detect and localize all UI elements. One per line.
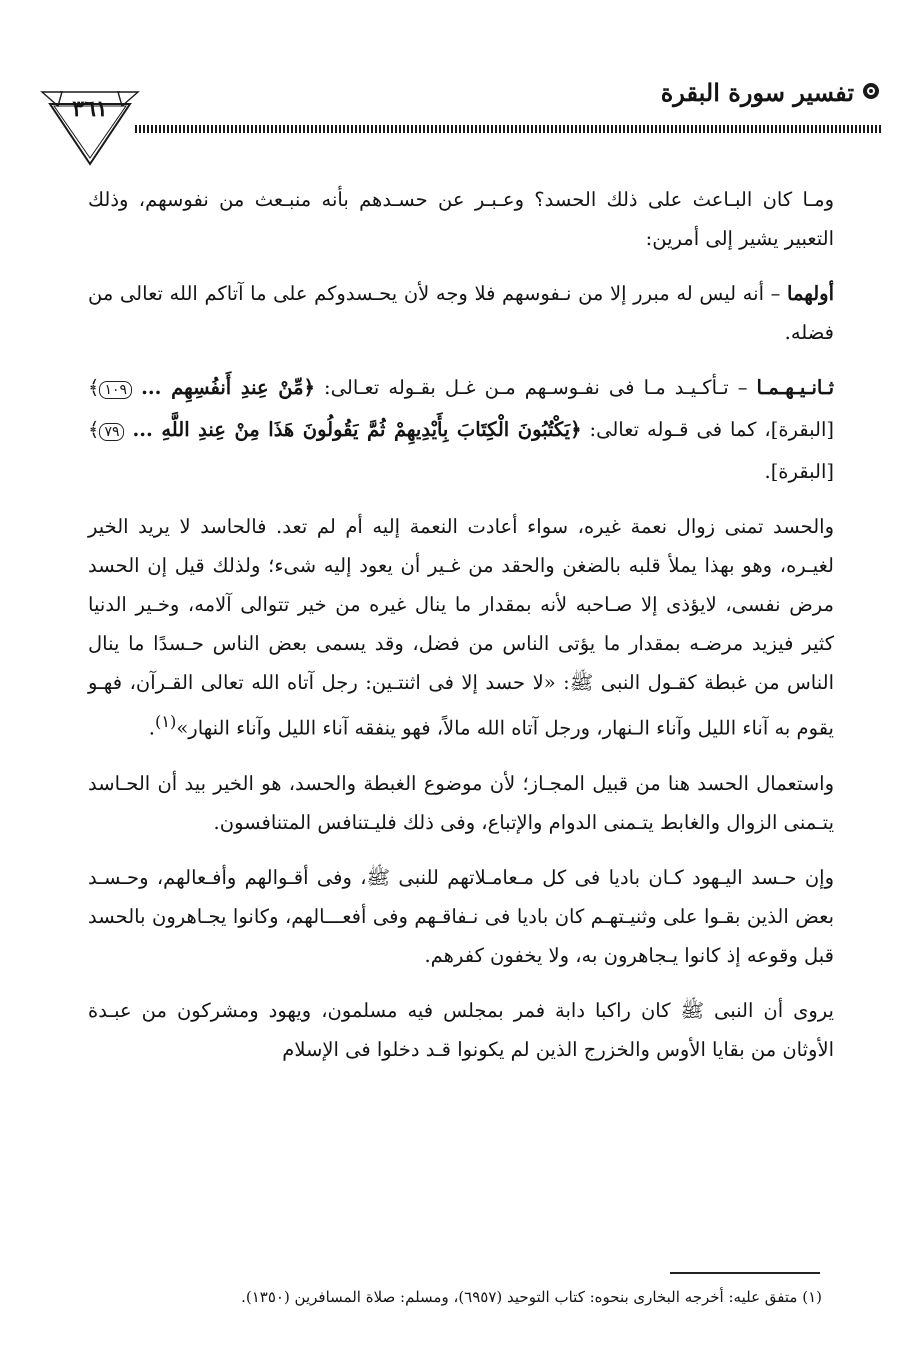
paragraph-3-text-b: ﴾ [البقرة]، كما فى قـوله تعالى: [88,376,835,441]
quran-quote-1: ﴿مِّنْ عِندِ أَنفُسِهِم ... [141,376,315,399]
page-header [40,62,882,172]
paragraph-6: وإن حـسد اليـهود كـان باديا فى كل مـعامـلاتهم للنبى ﷺ، وفى أقـوالهم وأفـعالهم، وحـسـد بعض الذين بقـوا على وثنيـتهـم كان باديا فى نـفاقـهم وفى أفعـــالهم، وكانوا يجـاهرون بالحسد قبل وقوعه إذ كانوا يـجاهرون به، ولا يخفون كفرهم. [88,865,834,967]
footnote-rule [670,1272,820,1274]
footnote-reference: (١) [154,712,177,731]
footnote: (١) متفق عليه: أخرجه البخارى بنحوه: كتاب التوحيد (٦٩٥٧)، ومسلم: صلاة المسافرين (١٣٥٠). [241,1288,822,1306]
paragraph-4-end: . [148,716,155,740]
page-number: ٣٦١ [72,96,108,122]
paragraph-4-text: والحسد تمنى زوال نعمة غيره، سواء أعادت النعمة إليه أم لم تعد. فالحاسد لا يريد الخير لغيـره، وهو بهذا يملأ قلبه بالضغن والحقد من غـير أن يعود إليه شىء؛ ولذلك قيل إن الحسد مرض نفسى، لايؤذى إلا صـاحبه لأنه بمقدار ما ينال غيره من خير تتوالى آلامه، وخـير الدنيا كثير فيزيد مرضـه بمقدار ما يؤتى الناس من فضل، وقد يسمى بعض الناس حـسدًا ما ينال الناس من غبطة كقـول النبى ﷺ: «لا حسد إلا فى اثنتـين: رجل آتاه الله تعالى القـرآن، فهـو يقوم به آناء الليل وآناء الـنهار، ورجل آتاه الله مالاً، فهو ينفقه آناء الليل وآناء النهار» [88,515,834,740]
paragraph-5: واستعمال الحسد هنا من قبيل المجـاز؛ لأن موضوع الغبطة والحسد، هو الخير بيد أن الحـاسد يتـمنى الزوال والغابط يتـمنى الدوام والإتباع، وفى ذلك فليـتنافس المتنافسون. [88,771,834,834]
paragraph-2-text: – أنه ليس له مبرر إلا من نـفوسهم فلا وجه لأن يحـسدوكم على ما آتاكم الله تعالى من فضله. [88,282,834,344]
running-title: تفسير سورة البقرة [660,78,854,107]
header-rule [135,125,882,133]
paragraph-2 [88,274,834,352]
verse-number-2: ٧٩ [99,423,124,441]
flower-ornament-icon [860,80,882,102]
paragraph-4 [88,507,834,748]
paragraph-7: يروى أن النبى ﷺ كان راكبا دابة فمر بمجلس فيه مسلمون، ويهود ومشركون من عبـدة الأوثان من بقايا الأوس والخزرج الذين لم يكونوا قـد دخلوا فى الإسلام [88,998,834,1061]
paragraph-3-text-a: – تـأكـيـد مـا فى نفـوسـهم مـن غـل بقـوله تعـالى: [314,376,757,399]
paragraph-2-lead: أولهما [787,282,834,305]
quran-quote-2: ﴿يَكْتُبُونَ الْكِتَابَ بِأَيْدِيهِمْ ثُمَّ يَقُولُونَ هَذَا مِنْ عِندِ اللَّهِ ... [132,418,582,441]
page-body [88,180,834,1085]
paragraph-3 [88,368,834,491]
paragraph-3-text-c: ﴾ [البقرة]. [88,418,834,483]
verse-number-1: ١٠٩ [99,381,132,399]
paragraph-1: ومـا كان البـاعث على ذلك الحسد؟ وعـبـر عن حسـدهم بأنه منبـعث من نفوسهم، وذلك التعبير يشير إلى أمرين: [88,188,834,250]
paragraph-3-lead: ثـانـيـهـمـا [756,376,834,399]
